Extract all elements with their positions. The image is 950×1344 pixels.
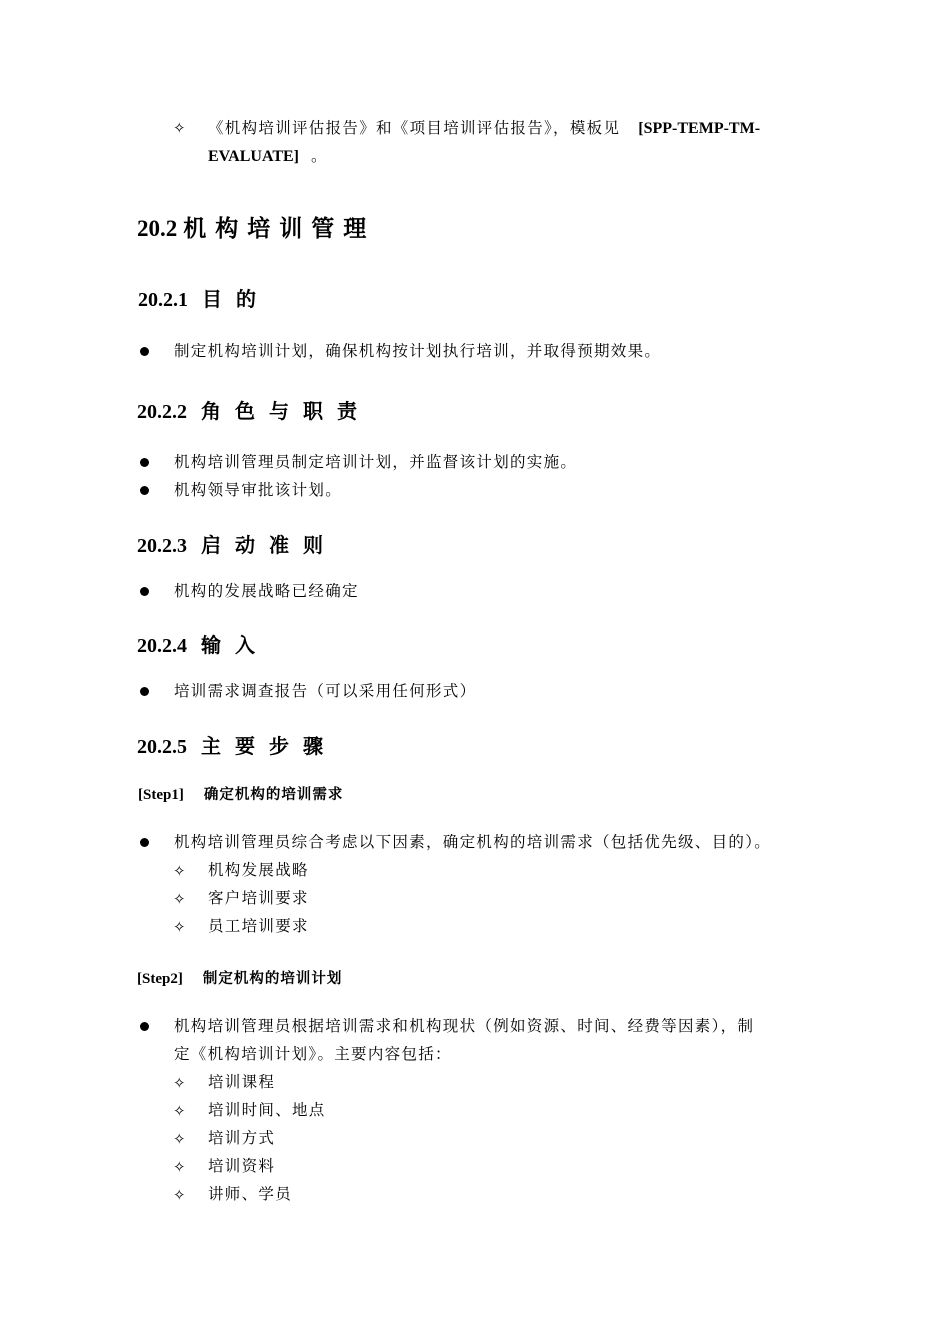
diamond-bullet-icon: ✧ [173,862,186,880]
diamond-bullet-icon: ✧ [173,1130,186,1148]
list-item-continued: 定《机构培训计划》。主要内容包括： [174,1045,452,1063]
bullet-dot-icon [140,587,149,596]
roles-heading [137,395,371,424]
purpose-heading [138,283,270,312]
step2-heading [137,967,342,988]
purpose-title: 目的 [202,289,270,311]
sub-list-item: 培训课程 [208,1073,276,1091]
sub-list-item: 培训方式 [208,1129,276,1147]
diamond-bullet-icon: ✧ [173,1158,186,1176]
sub-list-item: 机构发展战略 [208,861,309,879]
list-item: 机构培训管理员综合考虑以下因素，确定机构的培训需求（包括优先级、目的）。 [174,833,772,851]
list-item: 机构的发展战略已经确定 [174,582,359,600]
template-ref: [SPP-TEMP-TM- [638,120,761,137]
bullet-dot-icon [140,1022,149,1031]
diamond-bullet-icon: ✧ [173,1074,186,1092]
sub-list-item: 员工培训要求 [208,917,309,935]
list-item: 机构领导审批该计划。 [174,481,343,499]
bullet-dot-icon [140,838,149,847]
steps-title: 主要步骤 [201,736,337,758]
list-item: 机构培训管理员根据培训需求和机构现状（例如资源、时间、经费等因素），制 [174,1017,755,1035]
list-item: 制定机构培训计划，确保机构按计划执行培训，并取得预期效果。 [174,342,662,360]
list-item: 机构培训管理员制定培训计划，并监督该计划的实施。 [174,453,578,471]
input-title: 输入 [201,635,269,657]
intro-line [208,114,760,143]
sub-list-item: 讲师、学员 [208,1185,293,1203]
roles-number: 20.2.2 [137,401,187,423]
sub-list-item: 培训资料 [208,1157,276,1175]
diamond-bullet-icon: ✧ [173,1102,186,1120]
purpose-number: 20.2.1 [138,289,188,311]
step2-tag: [Step2] [137,971,183,987]
intro-end: 。 [310,147,328,165]
bullet-dot-icon [140,458,149,467]
diamond-bullet-icon: ✧ [173,119,186,137]
list-item: 培训需求调查报告（可以采用任何形式） [174,682,477,700]
sub-list-item: 培训时间、地点 [208,1101,326,1119]
bullet-dot-icon [140,687,149,696]
template-ref-cont: EVALUATE] [208,148,299,165]
entry-number: 20.2.3 [137,535,187,557]
diamond-bullet-icon: ✧ [173,1186,186,1204]
intro-line-2 [208,142,328,171]
step1-heading [138,783,343,804]
input-number: 20.2.4 [137,635,187,657]
section-heading [137,210,375,243]
step2-label: 制定机构的培训计划 [202,971,343,987]
step1-label: 确定机构的培训需求 [203,787,344,803]
bullet-dot-icon [140,486,149,495]
input-heading [137,629,269,658]
steps-number: 20.2.5 [137,736,187,758]
steps-heading [137,730,337,759]
diamond-bullet-icon: ✧ [173,918,186,936]
entry-heading [137,529,337,558]
section-number: 20.2 [137,216,178,241]
step1-tag: [Step1] [138,787,184,803]
bullet-dot-icon [140,347,149,356]
section-title: 机构培训管理 [183,216,376,241]
roles-title: 角色与职责 [201,401,371,423]
diamond-bullet-icon: ✧ [173,890,186,908]
entry-title: 启动准则 [201,535,337,557]
sub-list-item: 客户培训要求 [208,889,309,907]
intro-text: 《机构培训评估报告》和《项目培训评估报告》，模板见 [208,119,621,137]
